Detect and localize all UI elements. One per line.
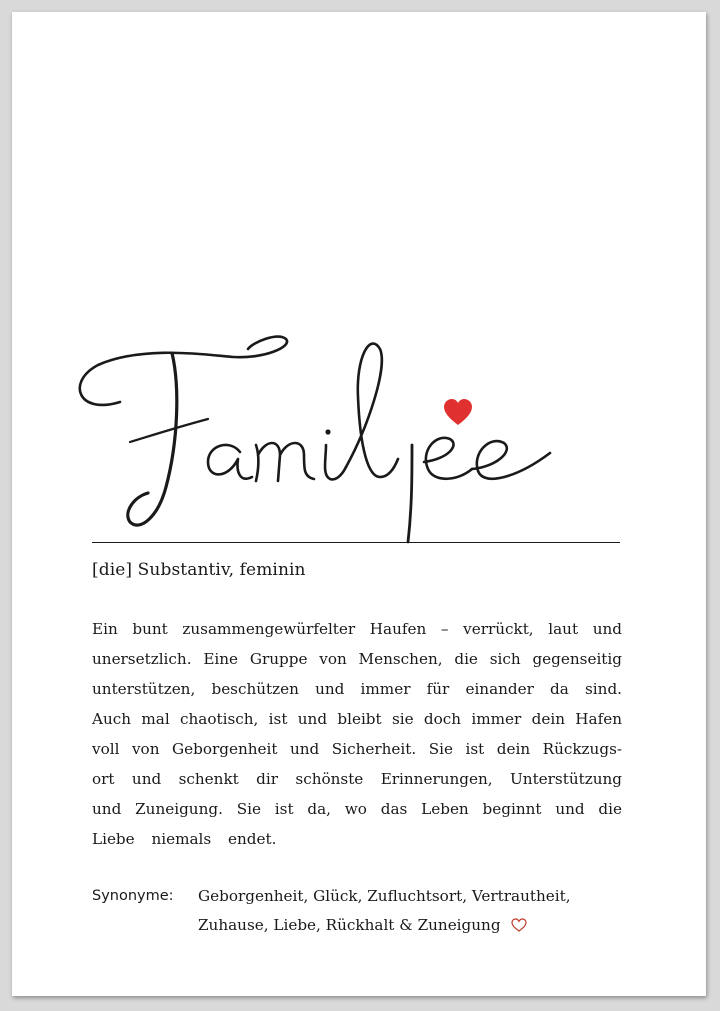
letter-f-top-swash: [80, 337, 287, 405]
definition-line: voll von Geborgenheit und Sicherheit. Sie ist dein Rückzugs-: [92, 740, 622, 758]
synonyms-line-2-text: Zuhause, Liebe, Rückhalt & Zuneigung: [198, 916, 501, 934]
letter-i-dot: [325, 429, 330, 434]
title-lettering: [68, 327, 628, 552]
letter-f-crossbar: [130, 419, 208, 442]
poster: [12, 12, 706, 996]
synonyms-line-2: [198, 911, 527, 941]
title-script: [68, 327, 628, 552]
synonyms-label: Synonyme:: [92, 888, 174, 904]
definition-line: Auch mal chaotisch, ist und bleibt sie doch immer dein Hafen: [92, 710, 622, 728]
synonyms-line-1: Geborgenheit, Glück, Zufluchtsort, Vertrautheit,: [198, 887, 571, 905]
grammar-label: Substantiv, feminin: [137, 560, 306, 580]
definition-line: unersetzlich. Eine Gruppe von Menschen, die sich gegenseitig: [92, 650, 622, 668]
letter-a: [208, 445, 252, 479]
letter-e: [424, 438, 472, 479]
letter-m: [256, 443, 314, 481]
letter-i: [325, 445, 346, 479]
heart-filled-icon: [444, 399, 472, 425]
article-label: [die]: [92, 560, 133, 580]
definition-line: Ein bunt zusammengewürfelter Haufen – verrückt, laut und: [92, 620, 622, 638]
definition-paragraph: [92, 614, 622, 854]
definition-line: Liebe niemals endet.: [92, 830, 277, 848]
letter-l: [346, 344, 398, 477]
letter-e-final: [472, 441, 550, 479]
letter-f-stem: [128, 353, 177, 525]
definition-line: ort und schenkt dir schönste Erinnerungen, Unterstützung: [92, 770, 622, 788]
part-of-speech: [92, 560, 306, 580]
divider-line: [92, 542, 620, 543]
definition-line: unterstützen, beschützen und immer für einander da sind.: [92, 680, 622, 698]
heart-outline-icon: [511, 913, 527, 941]
letter-i-long: [408, 445, 412, 542]
definition-line: und Zuneigung. Sie ist da, wo das Leben beginnt und die: [92, 800, 622, 818]
